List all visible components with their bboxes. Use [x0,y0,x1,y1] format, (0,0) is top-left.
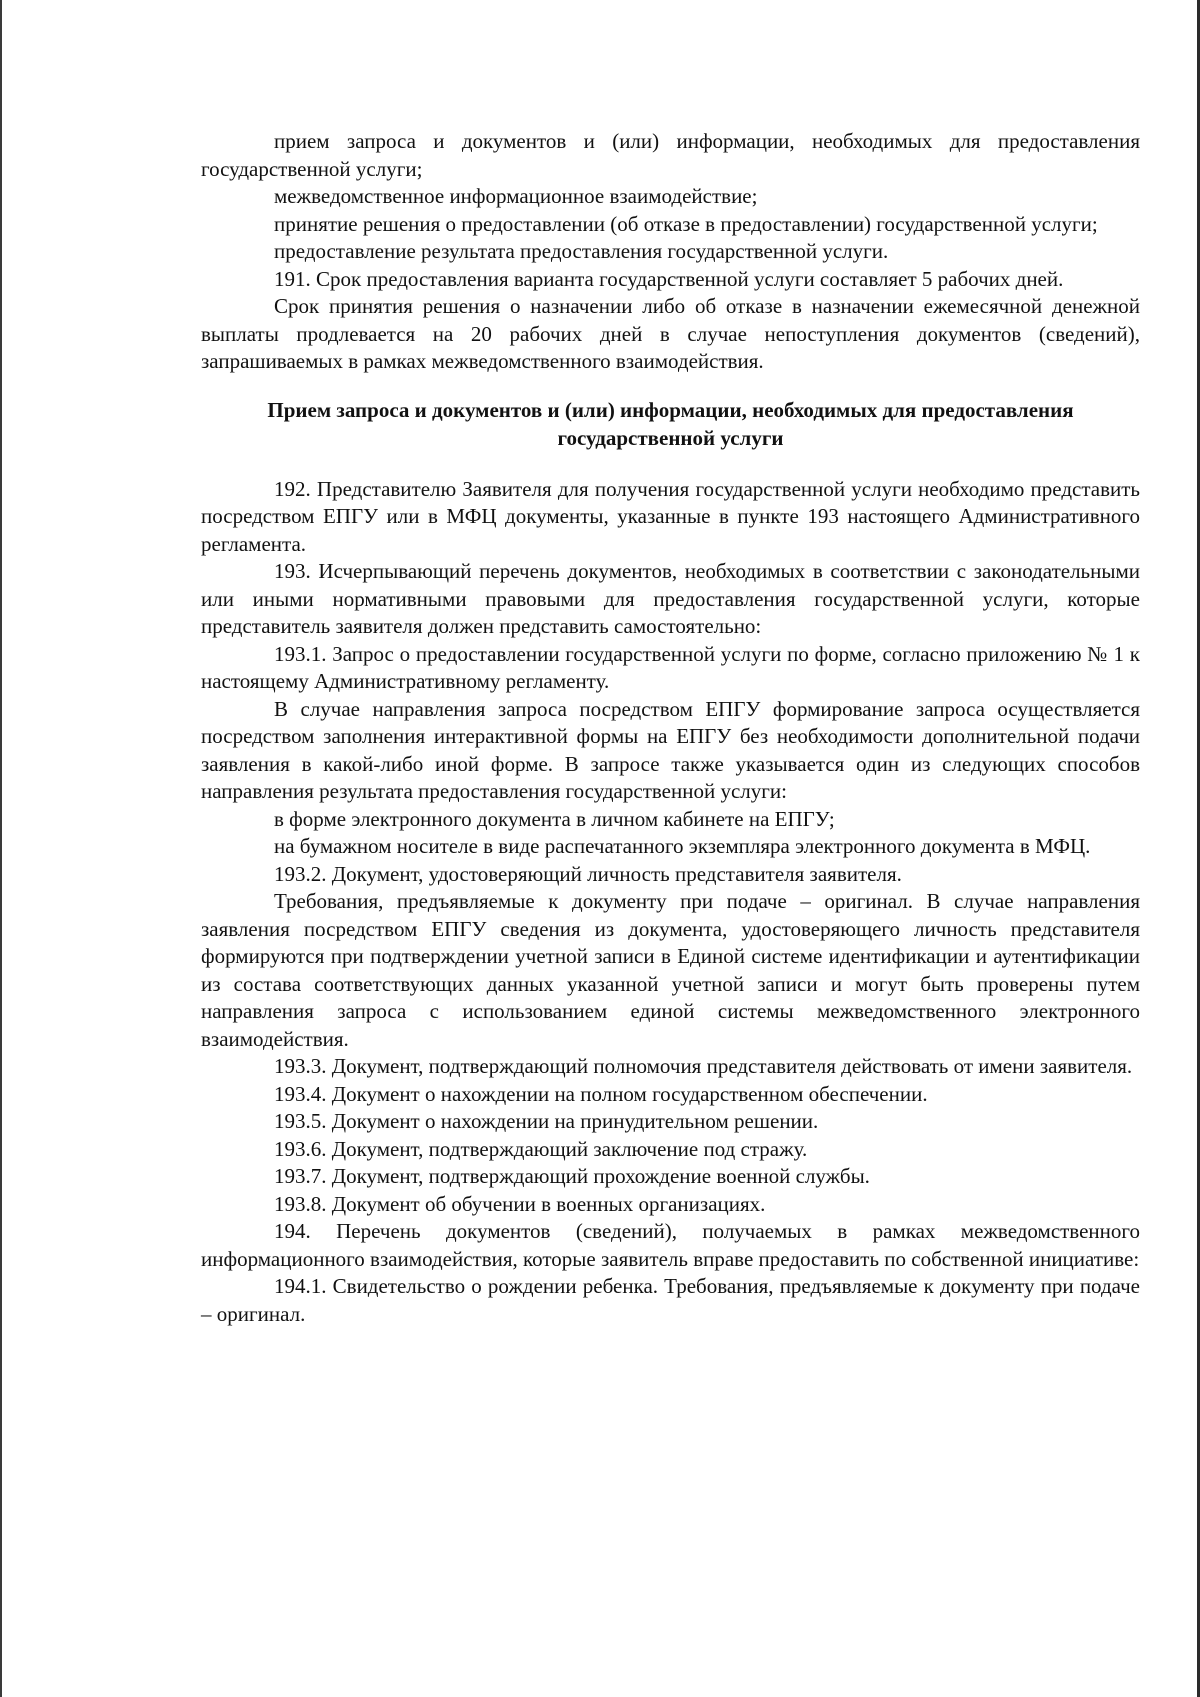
paragraph-193-7: 193.7. Документ, подтверждающий прохождение военной службы. [274,1164,870,1188]
paragraph-193-4: 193.4. Документ о нахождении на полном государственном обеспечении. [274,1081,928,1106]
paragraph: предоставление результата предоставления государственной услуги. [274,239,889,263]
paragraph-193-2: 193.2. Документ, удостоверяющий личность представителя заявителя. [274,861,902,886]
paragraph-193: 193. Исчерпывающий перечень документов, необходимых в соответствии с законодательными или иными нормативными правовыми для предоставления государственной услуги, которые представитель заявителя должен представить самостоятельно: [201,559,1140,638]
paragraph-191: 191. Срок предоставления варианта государственной услуги составляет 5 рабочих дней. [274,266,1064,291]
paragraph: в форме электронного документа в личном кабинете на ЕПГУ; [274,806,835,831]
paragraph: Требования, предъявляемые к документу при подаче – оригинал. В случае направления заявления посредством ЕПГУ сведения из документа, удостоверяющего личность представителя формируются при подтверждении учетной записи в Единой системе идентификации и аутентификации из состава соответствующих данных указанной учетной записи и могут быть проверены путем направления запроса с использованием единой системы межведомственного электронного взаимодействия. [201,889,1140,1051]
paragraph-193-1: 193.1. Запрос о предоставлении государственной услуги по форме, согласно приложению № 1 к настоящему Административному регламенту. [201,641,1140,693]
paragraph-193-3: 193.3. Документ, подтверждающий полномочия представителя действовать от имени заявителя. [274,1054,1133,1078]
paragraph: на бумажном носителе в виде распечатанного экземпляра электронного документа в МФЦ. [274,834,1091,858]
paragraph: прием запроса и документов и (или) информации, необходимых для предоставления государственной услуги; [201,129,1140,181]
document-page [201,128,1140,1328]
paragraph: Срок принятия решения о назначении либо об отказе в назначении ежемесячной денежной выплаты продлевается на 20 рабочих дней в случае непоступления документов (сведений), запрашиваемых в рамках межведомственного взаимодействия. [201,294,1140,373]
paragraph-193-6: 193.6. Документ, подтверждающий заключение под стражу. [274,1136,808,1161]
paragraph: В случае направления запроса посредством ЕПГУ формирование запроса осуществляется посредством заполнения интерактивной формы на ЕПГУ без необходимости дополнительной подачи заявления в какой-либо иной форме. В запросе также указывается один из следующих способов направления результата предоставления государственной услуги: [201,696,1140,803]
paragraph-192: 192. Представителю Заявителя для получения государственной услуги необходимо представить посредством ЕПГУ или в МФЦ документы, указанные в пункте 193 настоящего Административного регламента. [201,476,1140,556]
paragraph-193-5: 193.5. Документ о нахождении на принудительном решении. [274,1109,819,1133]
paragraph: принятие решения о предоставлении (об отказе в предоставлении) государственной услуги; [274,211,1098,236]
paragraph-193-8: 193.8. Документ об обучении в военных организациях. [274,1191,766,1216]
paragraph-194: 194. Перечень документов (сведений), получаемых в рамках межведомственного информационного взаимодействия, которые заявитель вправе предоставить по собственной инициативе: [201,1219,1140,1271]
section-heading: Прием запроса и документов и (или) информации, необходимых для предоставления государственной услуги [267,397,1074,450]
paragraph-194-1: 194.1. Свидетельство о рождении ребенка. Требования, предъявляемые к документу при подаче – оригинал. [201,1274,1140,1326]
paragraph: межведомственное информационное взаимодействие; [274,184,758,208]
scan-edge-left [0,0,2,1697]
